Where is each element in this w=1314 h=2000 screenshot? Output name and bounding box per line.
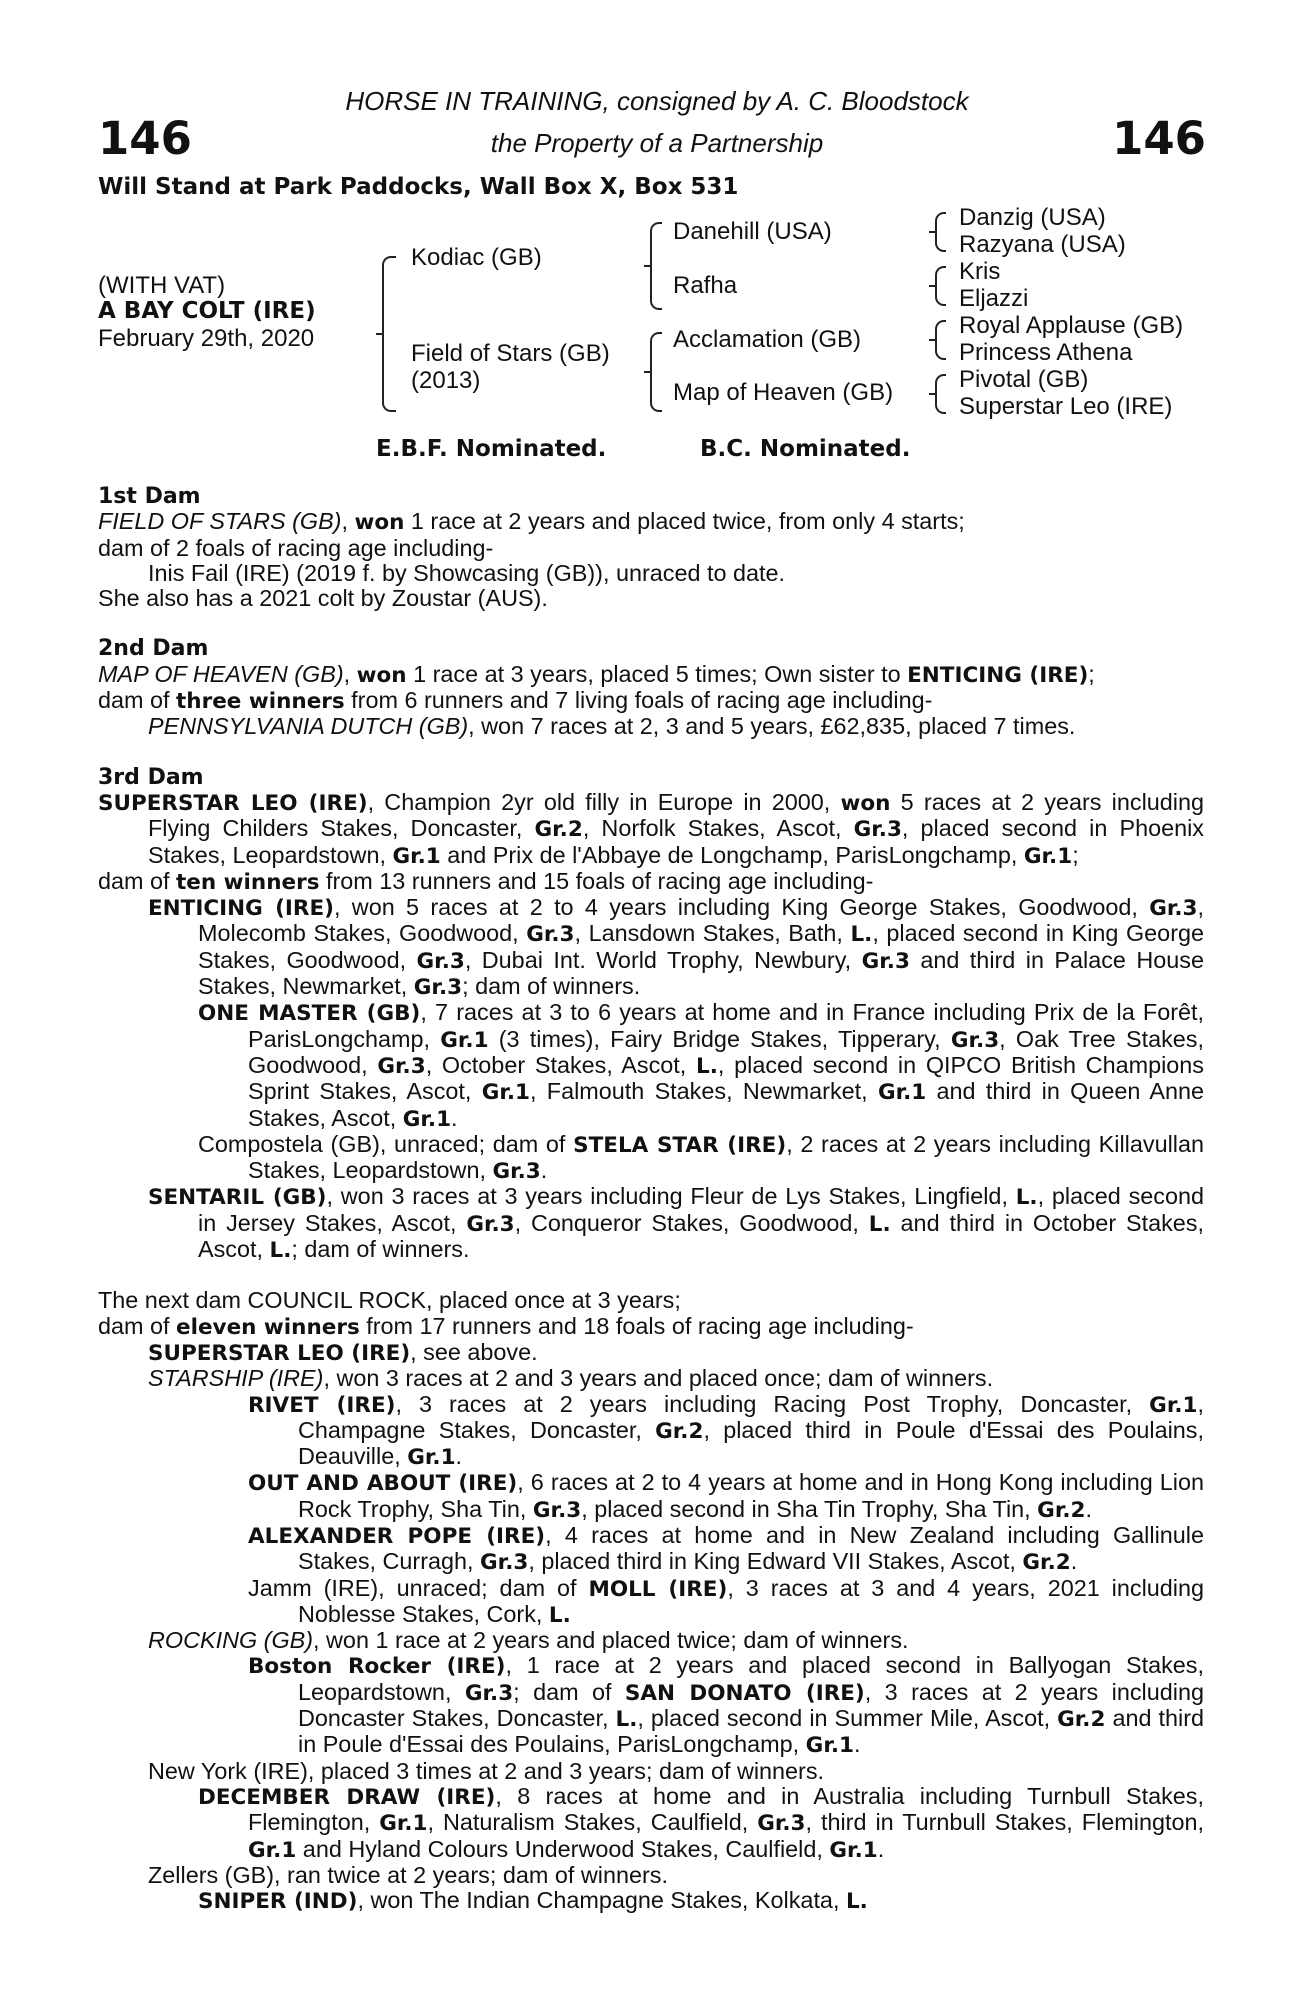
third-dam-section xyxy=(98,765,1204,1264)
dam-of-line xyxy=(98,688,1204,714)
progeny-name: RIVET (IRE) xyxy=(248,1392,396,1418)
progeny-entry xyxy=(98,1392,1204,1471)
text: , October Stakes, Ascot, xyxy=(425,1051,697,1078)
grade: Gr.3 xyxy=(853,817,902,843)
grade: Gr.2 xyxy=(1022,1550,1071,1576)
text: Compostela (GB), unraced; dam of xyxy=(198,1130,574,1157)
text: , see above. xyxy=(410,1338,538,1365)
text: , won 7 races at 2, 3 and 5 years, £62,835, placed 7 times. xyxy=(468,713,1076,740)
text: , 2 races at 2 years including Killavullan Stakes, Leopardstown, xyxy=(248,1130,1204,1184)
grade: Gr.3 xyxy=(464,1680,514,1706)
property-line: the Property of a Partnership xyxy=(490,128,824,158)
text: , Naturalism Stakes, Caulfield, xyxy=(427,1809,758,1836)
next-dam-section xyxy=(98,1288,1204,1914)
grade: Gr.3 xyxy=(532,1497,582,1523)
foaling-date: February 29th, 2020 xyxy=(98,325,315,352)
progeny-name: ROCKING (GB) xyxy=(148,1627,314,1654)
text: . xyxy=(877,1835,885,1862)
progeny-name: SNIPER (IND) xyxy=(198,1889,358,1915)
text: from 13 runners and 15 foals of racing age including- xyxy=(319,867,874,894)
progeny-entry xyxy=(98,1888,1204,1914)
progeny-entry xyxy=(98,1784,1204,1863)
text: , won 5 races at 2 to 4 years including King George Stakes, Goodwood, xyxy=(333,894,1150,921)
progeny-entry xyxy=(98,1340,1204,1366)
winners-count: eleven winners xyxy=(176,1314,360,1340)
grade: Gr.3 xyxy=(861,948,910,974)
text: 1 race at 3 years, placed 5 times; Own sister to xyxy=(406,660,908,687)
brace-g3-2 xyxy=(935,266,946,306)
grade: Gr.3 xyxy=(413,975,463,1001)
grade: Gr.1 xyxy=(805,1733,854,1759)
progeny-name: Boston Rocker (IRE) xyxy=(248,1654,506,1680)
second-dam-record: MAP OF HEAVEN (GB), won 1 race at 3 years, placed 5 times; Own sister to ENTICING (IRE); xyxy=(98,660,1095,688)
won-text: won xyxy=(356,662,407,688)
grade: L. xyxy=(548,1602,571,1628)
text: . xyxy=(455,1443,463,1470)
lot-number-left: 146 xyxy=(98,112,192,165)
text: (3 times), Fairy Bridge Stakes, Tipperary, xyxy=(488,1025,951,1052)
stand-location: Will Stand at Park Paddocks, Wall Box X, Box 531 xyxy=(98,174,739,200)
progeny-name: STELA STAR (IRE) xyxy=(573,1132,787,1158)
text: , 8 races at home and in Australia including Turnbull Stakes, Flemington, xyxy=(248,1782,1204,1836)
text: , won The Indian Champagne Stakes, Kolkata, xyxy=(357,1887,846,1914)
vat-note: (WITH VAT) xyxy=(98,272,226,299)
grade: L. xyxy=(845,1889,868,1915)
progeny-name: OUT AND ABOUT (IRE) xyxy=(248,1471,518,1497)
winners-count: three winners xyxy=(176,689,345,715)
progeny-entry: Zellers (GB), ran twice at 2 years; dam of winners. xyxy=(148,1861,668,1888)
progeny-name: STARSHIP (IRE) xyxy=(148,1365,324,1392)
progeny-name: PENNSYLVANIA DUTCH (GB) xyxy=(148,713,469,740)
progeny-name: ONE MASTER (GB) xyxy=(198,1001,421,1027)
text: , 1 race at 2 years and placed second in Ballyogan Stakes, Leopardstown, xyxy=(298,1652,1204,1705)
text: , Dubai Int. World Trophy, Newbury, xyxy=(464,946,862,973)
brace-sire xyxy=(650,222,662,310)
grade: L. xyxy=(868,1211,891,1237)
won-text: won xyxy=(354,510,405,536)
text: , 4 races at home and in New Zealand including Gallinule Stakes, Curragh, xyxy=(298,1521,1204,1575)
text: , placed second in Summer Mile, Ascot, xyxy=(637,1705,1058,1732)
gen3-4: Eljazzi xyxy=(959,285,1029,312)
grade: Gr.2 xyxy=(655,1418,704,1444)
text: , third in Turnbull Stakes, Flemington, xyxy=(805,1809,1204,1836)
grade: Gr.3 xyxy=(416,948,465,974)
grade: Gr.1 xyxy=(379,1811,428,1837)
additional-foal: She also has a 2021 colt by Zoustar (AUS). xyxy=(98,585,548,612)
gen3-5: Royal Applause (GB) xyxy=(959,312,1184,339)
text: and Prix de l'Abbaye de Longchamp, ParisLongchamp, xyxy=(440,841,1024,868)
progeny-entry xyxy=(98,1523,1204,1576)
progeny-entry xyxy=(98,1653,1204,1758)
dam-sire: Acclamation (GB) xyxy=(673,326,862,353)
text: from 6 runners and 7 living foals of racing age including- xyxy=(344,687,933,714)
progeny-entry xyxy=(98,1366,1204,1391)
text: from 17 runners and 18 foals of racing age including- xyxy=(359,1312,914,1339)
text: 5 races at 2 years including Flying Childers Stakes, Doncaster, xyxy=(148,788,1205,842)
text: , placed second in QIPCO British Champions Sprint Stakes, Ascot, xyxy=(248,1051,1204,1105)
progeny-name: ALEXANDER POPE (IRE) xyxy=(248,1523,546,1549)
progeny-entry xyxy=(98,1000,1204,1131)
dam-name: MAP OF HEAVEN (GB) xyxy=(98,660,344,687)
text: , Champagne Stakes, Doncaster, xyxy=(298,1390,1204,1443)
lot-number-right: 146 xyxy=(1112,112,1206,165)
grade: Gr.2 xyxy=(534,817,583,843)
dam-name: FIELD OF STARS (GB) xyxy=(98,508,342,535)
text: , Champion 2yr old filly in Europe in 2000, xyxy=(367,788,841,815)
text: , placed second in Jersey Stakes, Ascot, xyxy=(198,1183,1204,1236)
gen3-8: Superstar Leo (IRE) xyxy=(959,393,1173,420)
text: , Conqueror Stakes, Goodwood, xyxy=(514,1209,869,1236)
grade: Gr.1 xyxy=(877,1080,927,1106)
grade: L. xyxy=(696,1053,718,1079)
second-dam-section xyxy=(98,636,1204,739)
grade: Gr.1 xyxy=(481,1080,530,1106)
text: , Oak Tree Stakes, Goodwood, xyxy=(248,1025,1205,1078)
text: and third in Queen Anne Stakes, Ascot, xyxy=(248,1078,1204,1131)
gen3-2: Razyana (USA) xyxy=(959,231,1126,258)
horse-name: A BAY COLT (IRE) xyxy=(98,298,316,324)
text: . xyxy=(1085,1495,1092,1522)
gen3-6: Princess Athena xyxy=(959,339,1133,366)
progeny-name: SENTARIL (GB) xyxy=(148,1185,327,1211)
text: , placed third in King Edward VII Stakes, Ascot, xyxy=(528,1548,1023,1575)
dam-of-line: dam of 2 foals of racing age including- xyxy=(98,534,494,561)
text: . xyxy=(853,1731,861,1758)
text: ; dam of winners. xyxy=(291,1236,470,1263)
winners-count: ten winners xyxy=(176,869,320,895)
grade: Gr.3 xyxy=(492,1159,541,1185)
text: ; xyxy=(1088,660,1095,687)
text: , Norfolk Stakes, Ascot, xyxy=(582,815,854,842)
grade: Gr.3 xyxy=(480,1550,529,1576)
text: and third in Palace House Stakes, Newmarket, xyxy=(198,946,1204,1000)
progeny-entry xyxy=(98,895,1204,1000)
text: dam of xyxy=(98,1312,177,1339)
grade: Gr.2 xyxy=(1037,1497,1086,1523)
grade: L. xyxy=(850,922,873,948)
text: and third in October Stakes, Ascot, xyxy=(198,1209,1204,1263)
progeny-name: ENTICING (IRE) xyxy=(148,896,334,922)
text: , placed second in Sha Tin Trophy, Sha Tin, xyxy=(581,1495,1038,1522)
text: , won 1 race at 2 years and placed twice; dam of winners. xyxy=(313,1627,909,1654)
grade: Gr.3 xyxy=(466,1211,515,1237)
grade: L. xyxy=(1015,1185,1038,1211)
grade: Gr.1 xyxy=(829,1837,878,1863)
gen3-3: Kris xyxy=(959,258,1001,285)
ebf-nomination: E.B.F. Nominated. xyxy=(376,436,607,462)
progeny-name: DECEMBER DRAW (IRE) xyxy=(198,1784,496,1810)
progeny-name: SUPERSTAR LEO (IRE) xyxy=(148,1340,411,1366)
brace-g3-4 xyxy=(935,374,946,414)
text: . xyxy=(1070,1548,1078,1575)
progeny-line: Inis Fail (IRE) (2019 f. by Showcasing (GB)), unraced to date. xyxy=(148,559,786,586)
gen3-7: Pivotal (GB) xyxy=(959,366,1089,393)
text: , 3 races at 2 years including Doncaster Stakes, Doncaster, xyxy=(298,1678,1204,1732)
text: , 7 races at 3 to 6 years at home and in France including Prix de la Forêt, ParisLongchamp, xyxy=(248,999,1205,1052)
grade: L. xyxy=(615,1707,638,1733)
text: . xyxy=(540,1157,548,1184)
text: ; dam of winners. xyxy=(462,973,641,1000)
progeny-line xyxy=(98,714,1204,739)
progeny-name: SAN DONATO (IRE) xyxy=(624,1680,865,1706)
text: , placed second in King George Stakes, Goodwood, xyxy=(198,920,1204,973)
grade: Gr.3 xyxy=(377,1053,426,1079)
sire-dam: Rafha xyxy=(673,272,738,299)
grade: Gr.1 xyxy=(1149,1392,1198,1418)
progeny-entry xyxy=(98,1576,1204,1629)
sire-sire: Danehill (USA) xyxy=(673,218,832,245)
progeny-entry: New York (IRE), placed 3 times at 2 and 3 years; dam of winners. xyxy=(148,1757,825,1784)
brace-main xyxy=(382,256,396,412)
brace-dam xyxy=(650,332,662,412)
dam-of-line xyxy=(98,869,1204,895)
grade: Gr.3 xyxy=(757,1811,806,1837)
text: , 3 races at 3 and 4 years, 2021 including Noblesse Stakes, Cork, xyxy=(298,1574,1205,1627)
progeny-entry xyxy=(98,1184,1204,1263)
sire: Kodiac (GB) xyxy=(411,244,542,271)
progeny-entry xyxy=(98,1470,1204,1523)
first-dam-section xyxy=(98,484,1204,611)
text: , won 3 races at 2 and 3 years and placed once; dam of winners. xyxy=(323,1365,994,1392)
grade: Gr.1 xyxy=(402,1106,452,1132)
brace-g3-1 xyxy=(935,212,946,252)
text: , placed second in Phoenix Stakes, Leopardstown, xyxy=(148,815,1204,868)
third-dam-record xyxy=(98,790,1204,869)
section-heading: 1st Dam xyxy=(98,484,201,509)
text: and third in Poule d'Essai des Poulains, ParisLongchamp, xyxy=(298,1705,1205,1758)
text: , won 3 races at 3 years including Fleur de Lys Stakes, Lingfield, xyxy=(326,1183,1016,1210)
grade: L. xyxy=(269,1238,292,1264)
grade: Gr.3 xyxy=(526,922,575,948)
gen3-1: Danzig (USA) xyxy=(959,204,1106,231)
text: Jamm (IRE), unraced; dam of xyxy=(248,1574,589,1601)
text: , 6 races at 2 to 4 years at home and in Hong Kong including Lion Rock Trophy, Sha Tin, xyxy=(298,1469,1204,1522)
progeny-entry xyxy=(98,1132,1204,1185)
dam-name: SUPERSTAR LEO (IRE) xyxy=(98,790,368,816)
dam-dam: Map of Heaven (GB) xyxy=(673,379,894,406)
text: , placed third in Poule d'Essai des Poulains, Deauville, xyxy=(298,1416,1204,1470)
text: dam of xyxy=(98,867,177,894)
grade: Gr.3 xyxy=(1149,896,1198,922)
brace-g3-3 xyxy=(935,320,946,360)
text: , Molecomb Stakes, Goodwood, xyxy=(198,894,1204,947)
text: , Falmouth Stakes, Newmarket, xyxy=(530,1078,878,1105)
text: 1 race at 2 years and placed twice, from only 4 starts; xyxy=(404,508,965,535)
bc-nomination: B.C. Nominated. xyxy=(700,436,911,462)
grade: Gr.1 xyxy=(1023,843,1073,869)
section-heading: 2nd Dam xyxy=(98,636,209,662)
grade: Gr.1 xyxy=(392,843,441,869)
text: ; dam of xyxy=(513,1678,625,1705)
grade: Gr.3 xyxy=(950,1027,1000,1053)
text: and Hyland Colours Underwood Stakes, Caulfield, xyxy=(296,1835,830,1862)
dam-of-line xyxy=(98,1314,1204,1340)
catalogue-body xyxy=(98,484,1204,1914)
dam: Field of Stars (GB) xyxy=(411,340,610,367)
progeny-name: MOLL (IRE) xyxy=(588,1576,728,1602)
first-dam-record: FIELD OF STARS (GB), won 1 race at 2 years and placed twice, from only 4 starts; xyxy=(98,508,965,536)
consignment-line: HORSE IN TRAINING, consigned by A. C. Bloodstock xyxy=(345,86,969,116)
section-heading: 3rd Dam xyxy=(98,764,204,790)
text: , 3 races at 2 years including Racing Post Trophy, Doncaster, xyxy=(395,1390,1150,1417)
grade: Gr.1 xyxy=(407,1445,456,1471)
text: ; xyxy=(1072,841,1079,868)
sister-name: ENTICING (IRE) xyxy=(907,662,1089,688)
grade: Gr.2 xyxy=(1057,1707,1106,1733)
won-text: won xyxy=(840,790,891,816)
progeny-entry xyxy=(98,1628,1204,1653)
text: , Lansdown Stakes, Bath, xyxy=(574,920,851,947)
dam-year: (2013) xyxy=(411,367,481,394)
text: . xyxy=(451,1104,458,1131)
next-dam-record: The next dam COUNCIL ROCK, placed once at 3 years; xyxy=(98,1287,681,1314)
text: dam of xyxy=(98,687,177,714)
grade: Gr.1 xyxy=(248,1837,297,1863)
grade: Gr.1 xyxy=(440,1027,489,1053)
